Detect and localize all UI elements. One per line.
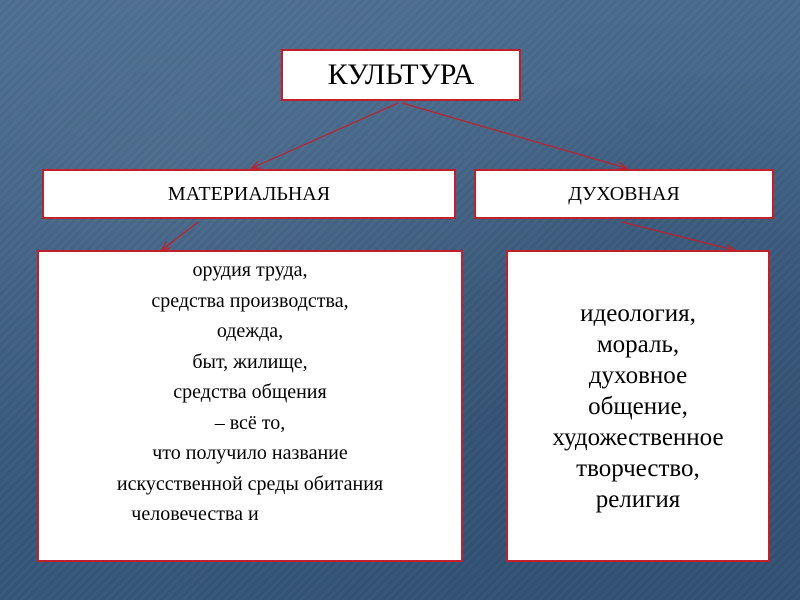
material-item: человечества и — [131, 503, 259, 525]
material-culture-node — [42, 169, 456, 219]
spiritual-item: религия — [595, 485, 681, 513]
root-node-label: КУЛЬТУРА — [327, 58, 475, 91]
spiritual-item: идеология, — [580, 299, 696, 327]
spiritual-culture-label: ДУХОВНАЯ — [568, 182, 680, 205]
arrow-material-to-list — [162, 222, 198, 250]
material-item: орудия труда, — [192, 259, 308, 281]
spiritual-item: художественное — [552, 423, 724, 451]
spiritual-item: духовное — [588, 361, 688, 389]
spiritual-culture-node — [474, 169, 774, 219]
material-item: средства общения — [173, 381, 327, 403]
material-item: – всё то, — [214, 411, 286, 434]
root-node — [281, 49, 521, 101]
spiritual-culture-items-box — [506, 250, 770, 562]
material-item: что получило название — [152, 442, 348, 464]
material-item: искусственной среды обитания — [116, 472, 384, 495]
material-item: средства производства, — [151, 289, 349, 312]
spiritual-item: общение, — [588, 392, 688, 420]
material-item: быт, жилище, — [192, 350, 308, 373]
material-item: одежда, — [216, 320, 284, 342]
arrow-root-to-material — [252, 103, 398, 168]
spiritual-item: мораль, — [596, 330, 680, 358]
arrow-spiritual-to-list — [622, 222, 734, 250]
material-culture-label: МАТЕРИАЛЬНАЯ — [167, 182, 331, 205]
material-culture-items-box — [37, 250, 463, 562]
arrow-root-to-spiritual — [402, 103, 626, 168]
spiritual-item: творчество, — [576, 454, 700, 482]
